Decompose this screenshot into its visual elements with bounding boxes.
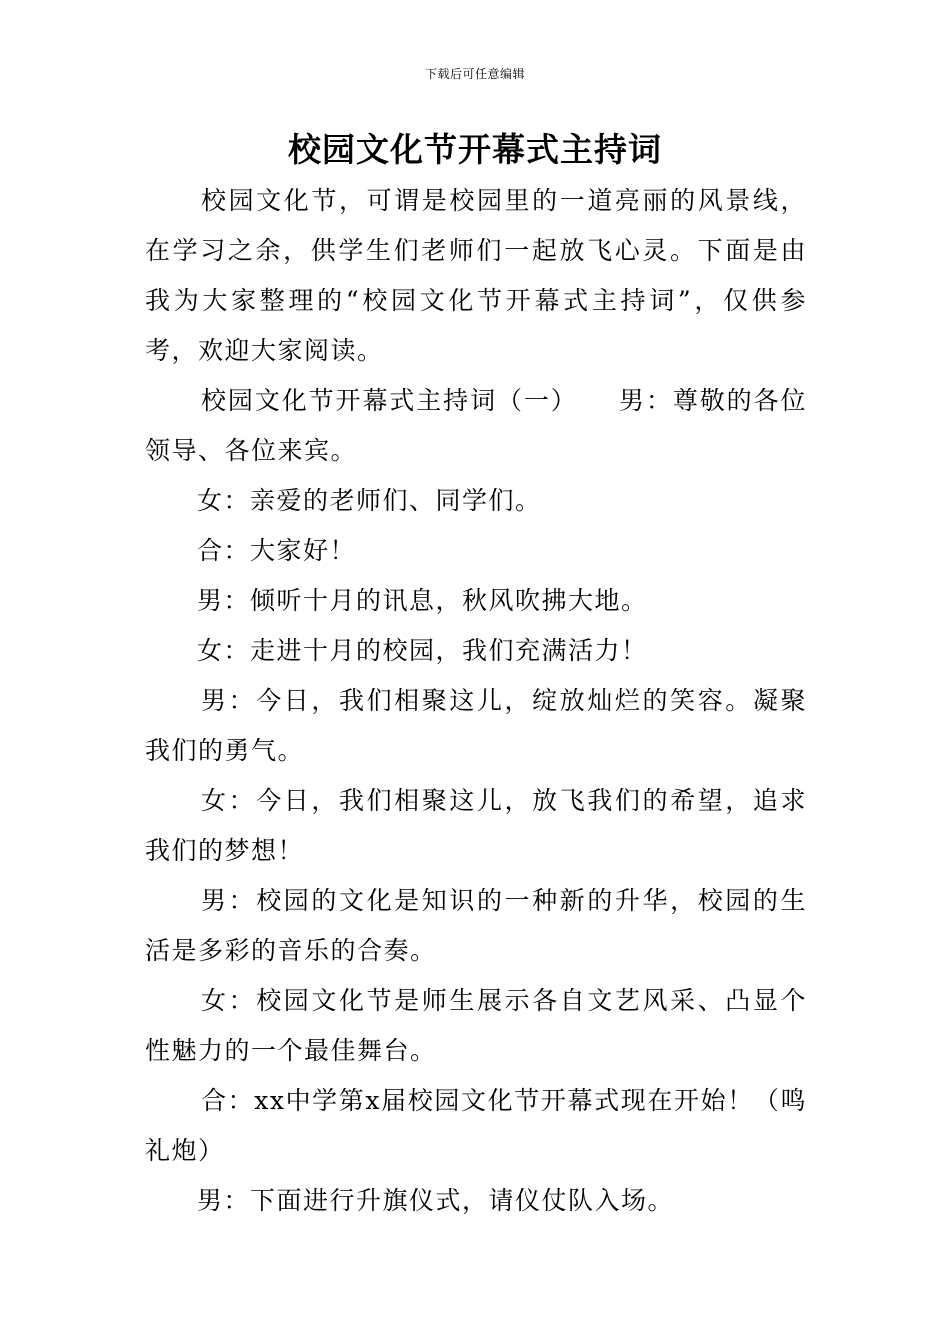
dialogue-line: 男：今日，我们相聚这儿，绽放灿烂的笑容。凝聚我们的勇气。 [145,686,807,765]
dialogue-line: 女：校园文化节是师生展示各自文艺风采、凸显个性魅力的一个最佳舞台。 [145,986,807,1065]
dialogue-line: 男：倾听十月的讯息，秋风吹拂大地。 [197,586,648,615]
dialogue-line: 女：走进十月的校园，我们充满活力！ [197,636,648,665]
section-heading-paragraph: 校园文化节开幕式主持词（一） 男：尊敬的各位领导、各位来宾。 [145,386,807,465]
header-note: 下载后可任意编辑 [424,67,525,81]
dialogue-line: 男：校园的文化是知识的一种新的升华，校园的生活是多彩的音乐的合奏。 [145,886,807,965]
intro-paragraph: 校园文化节，可谓是校园里的一道亮丽的风景线，在学习之余，供学生们老师们一起放飞心灵。下面是由我为大家整理的“校园文化节开幕式主持词”，仅供参考，欢迎大家阅读。 [145,186,807,365]
dialogue-line: 合：xx中学第x届校园文化节开幕式现在开始！（鸣礼炮） [145,1086,807,1165]
dialogue-line: 女：亲爱的老师们、同学们。 [197,486,542,515]
dialogue-line: 合：大家好！ [197,536,357,565]
document-title: 校园文化节开幕式主持词 [288,130,662,169]
dialogue-line: 女：今日，我们相聚这儿，放飞我们的希望，追求我们的梦想！ [145,786,807,865]
document-body [145,176,807,1226]
dialogue-line: 男：下面进行升旗仪式，请仪仗队入场。 [197,1186,675,1215]
